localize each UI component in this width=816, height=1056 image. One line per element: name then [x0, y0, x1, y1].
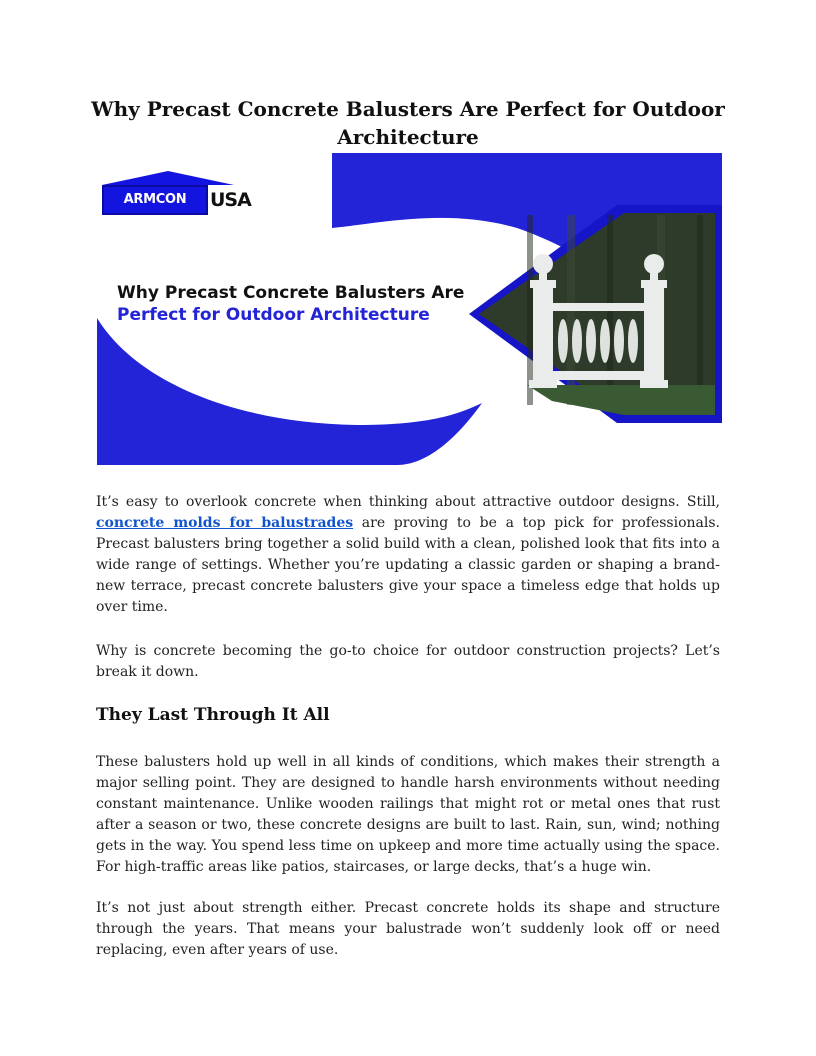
banner-headline — [117, 282, 497, 326]
hero-banner — [97, 153, 722, 465]
logo-main-text: ARMCON MOLDS — [102, 185, 208, 215]
top-rail — [553, 303, 644, 311]
durability-paragraph: These balusters hold up well in all kinds of conditions, which makes their strength a major selling point. They are designed to handle harsh environments without needing constant maintenance. Unlike wooden railings that might rot or metal ones that rust after a season or two, these concrete designs are built to last. Rain, sun, wind; nothing gets in the way. You spend less time on upkeep and more time actually using the space. For high-traffic areas like patios, staircases, or large decks, that’s a huge win. — [96, 754, 720, 875]
banner-headline-line2: Perfect for Outdoor Architecture — [117, 305, 430, 325]
blue-swoosh-bottom — [97, 318, 482, 465]
intro-paragraph — [96, 492, 720, 618]
balustrade-molds-link[interactable]: concrete molds for balustrades — [96, 515, 354, 531]
question-paragraph: Why is concrete becoming the go-to choice for outdoor construction projects? Let’s break it down. — [96, 643, 720, 680]
intro-text-after: are proving to be a top pick for professionals. Precast balusters bring together a solid build with a clean, polished look that fits into a wide range of settings. Whether you’re updating a classic garden or shaping a brand-new terrace, precast concrete balusters give your space a timeless edge that holds up over time. — [96, 515, 720, 615]
armcon-logo — [102, 171, 251, 233]
section-heading: They Last Through It All — [96, 705, 330, 725]
photo-hexagon — [479, 213, 715, 415]
strength-paragraph: It’s not just about strength either. Precast concrete holds its shape and structure through the years. That means your balustrade won’t suddenly look off or need replacing, even after years of use. — [96, 900, 720, 958]
intro-text-before: It’s easy to overlook concrete when thinking about attractive outdoor designs. Still, — [96, 494, 720, 510]
page-title: Why Precast Concrete Balusters Are Perfect for Outdoor Architecture — [91, 97, 725, 149]
bottom-rail — [553, 371, 644, 380]
photo-grass — [527, 385, 715, 415]
banner-headline-line1: Why Precast Concrete Balusters Are — [117, 283, 465, 303]
logo-usa-text: USA — [210, 189, 251, 211]
